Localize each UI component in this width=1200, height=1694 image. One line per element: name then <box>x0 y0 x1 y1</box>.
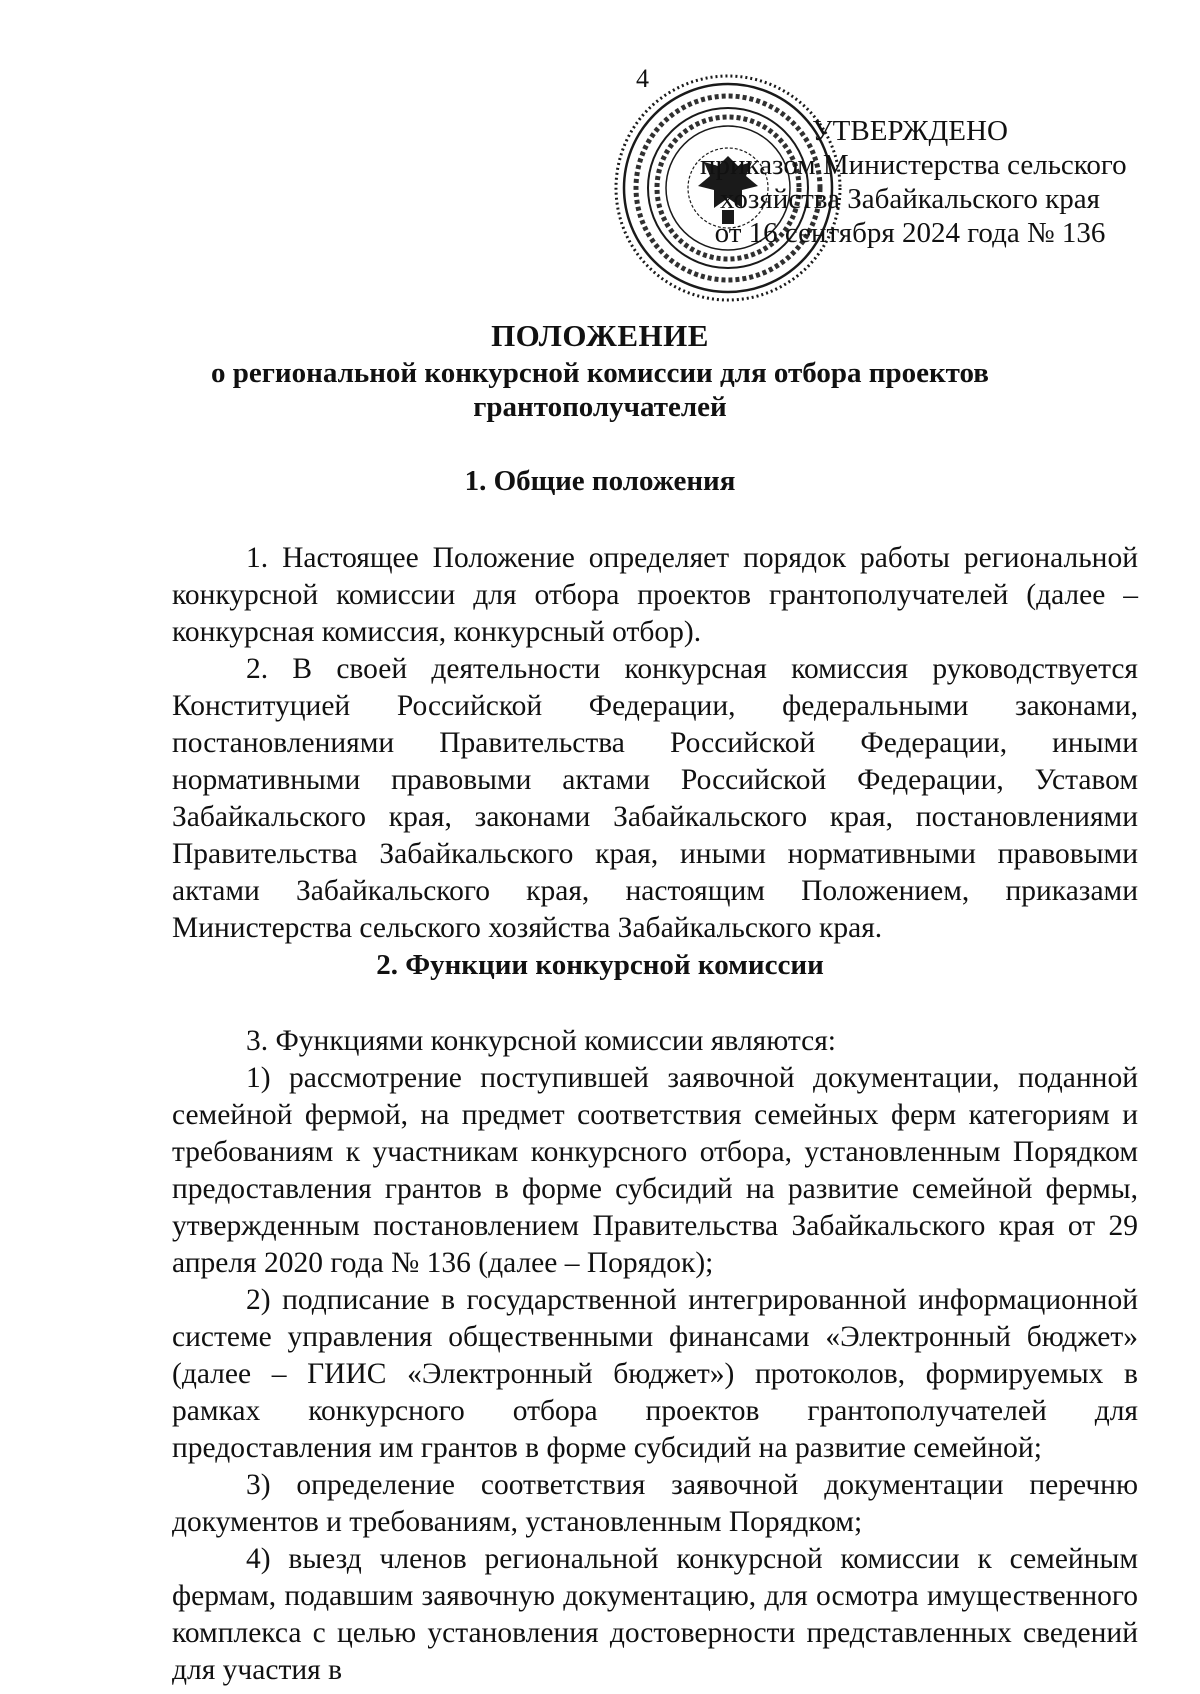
approval-line-2: приказом Министерства сельского <box>700 149 1127 181</box>
page-number: 4 <box>636 64 649 93</box>
list-item-2: 2) подписание в государственной интегрированной информационной системе управления общественными финансами «Электронный бюджет» (далее – ГИИС «Электронный бюджет») протоколов, формируемых в рамках конкурсного отбора проектов грантополучателей для предоставления им грантов в форме субсидий на развитие семейной; <box>172 1284 1138 1464</box>
list-item-4: 4) выезд членов региональной конкурсной комиссии к семейным фермам, подавшим заявочную документацию, для осмотра имущественного комплекса с целью установления достоверности представленных сведений для участия в <box>172 1543 1138 1686</box>
approval-block <box>700 114 1127 250</box>
paragraph-1: 1. Настоящее Положение определяет порядок работы региональной конкурсной комиссии для отбора проектов грантополучателей (далее – конкурсная комиссия, конкурсный отбор). <box>172 542 1138 648</box>
section-2-heading: 2. Функции конкурсной комиссии <box>376 949 824 981</box>
list-item-1: 1) рассмотрение поступившей заявочной документации, поданной семейной фермой, на предмет соответствия семейных ферм категориям и требованиям к участникам конкурсного отбора, установленным Порядком предоставления грантов в форме субсидий на развитие семейной фермы, утвержденным постановлением Правительства Забайкальского края от 29 апреля 2020 года № 136 (далее – Порядок); <box>172 1062 1138 1279</box>
section-1-body <box>172 540 1138 947</box>
document-title <box>0 316 1200 424</box>
title-subtitle: о региональной конкурсной комиссии для отбора проектов грантополучателей <box>211 357 989 423</box>
section-2-body <box>172 1023 1138 1689</box>
section-1-heading: 1. Общие положения <box>464 465 736 497</box>
approval-line-1: УТВЕРЖДЕНО <box>812 115 1008 147</box>
approval-line-3: хозяйства Забайкальского края <box>720 183 1100 215</box>
paragraph-3: 3. Функциями конкурсной комиссии являются: <box>246 1025 836 1057</box>
title-main: ПОЛОЖЕНИЕ <box>491 318 709 353</box>
list-item-3: 3) определение соответствия заявочной документации перечню документов и требованиям, установленным Порядком; <box>172 1469 1138 1538</box>
paragraph-2: 2. В своей деятельности конкурсная комиссия руководствуется Конституцией Российской Федерации, федеральными законами, постановлениями Правительства Российской Федерации, иными нормативными правовыми актами Российской Федерации, Уставом Забайкальского края, законами Забайкальского края, постановлениями Правительства Забайкальского края, иными нормативными правовыми актами Забайкальского края, настоящим Положением, приказами Министерства сельского хозяйства Забайкальского края. <box>172 653 1138 944</box>
approval-line-4: от 16 сентября 2024 года № 136 <box>714 217 1106 249</box>
